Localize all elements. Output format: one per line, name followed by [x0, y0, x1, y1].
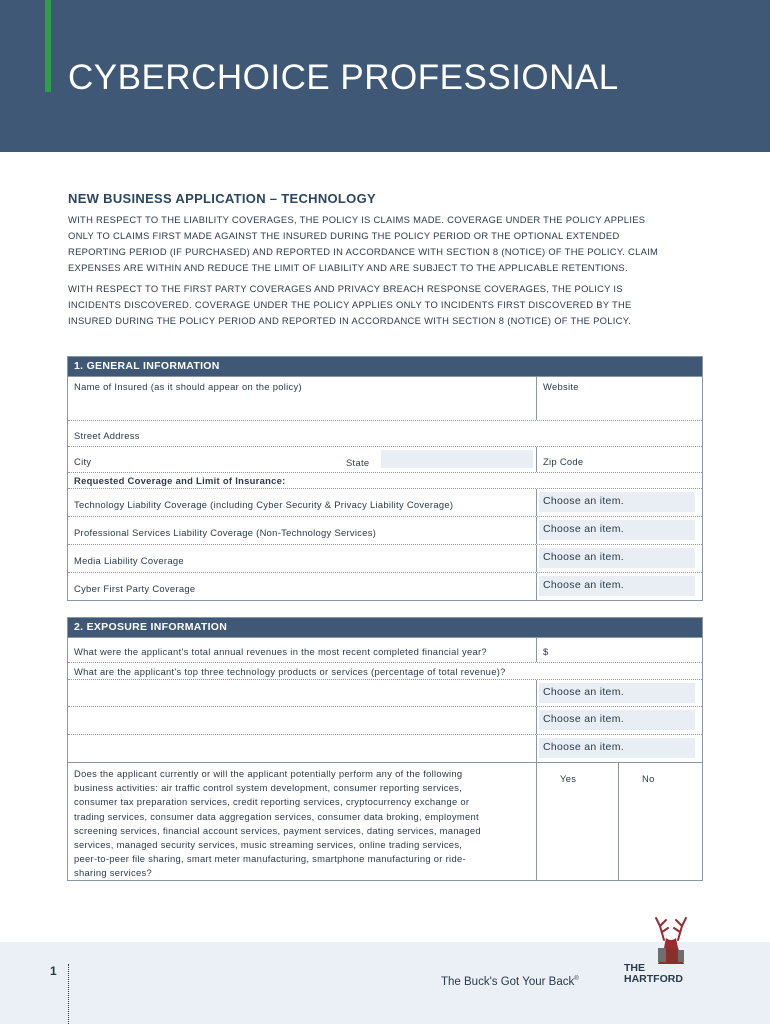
coverage-label: Media Liability Coverage: [74, 555, 184, 566]
currency-symbol: $: [543, 646, 549, 657]
general-information-section: [67, 356, 703, 601]
accent-bar: [45, 0, 51, 92]
coverage-label: Technology Liability Coverage (including Cyber Security & Privacy Liability Coverage): [74, 499, 454, 510]
divider: [536, 707, 537, 734]
logo-line: THE: [624, 962, 645, 974]
question-line: consumer tax preparation services, credit reporting services, cryptocurrency exchange or: [74, 796, 470, 808]
divider: [536, 573, 537, 600]
divider: [618, 763, 619, 880]
coverage-heading-row: [68, 472, 702, 488]
insured-name-field[interactable]: [68, 377, 536, 420]
question-line: Does the applicant currently or will the applicant potentially perform any of the following: [74, 768, 463, 779]
logo-line: HARTFORD: [624, 973, 683, 985]
hartford-logo-text: [624, 963, 683, 985]
claims-made-paragraph: [68, 212, 708, 276]
exposure-information-section: [67, 617, 703, 881]
section-heading: 2. EXPOSURE INFORMATION: [68, 618, 702, 637]
coverage-limit-dropdown[interactable]: Choose an item.: [539, 492, 695, 512]
product-description-field[interactable]: [68, 707, 536, 734]
page-number: 1: [50, 964, 57, 978]
insured-name-label: Name of Insured (as it should appear on the policy): [74, 381, 302, 392]
divider: [536, 489, 537, 516]
paragraph-line: ONLY TO CLAIMS FIRST MADE AGAINST THE INSURED DURING THE POLICY PERIOD OR THE OPTIONAL EXTENDED: [68, 230, 620, 241]
tagline-text: The Buck's Got Your Back: [441, 976, 575, 988]
yes-option[interactable]: Yes: [560, 773, 577, 784]
street-address-label: Street Address: [74, 430, 140, 441]
insured-name-row: [68, 376, 702, 420]
document-title: CYBERCHOICE PROFESSIONAL: [68, 58, 619, 97]
street-row[interactable]: [68, 420, 702, 446]
registered-mark: ®: [574, 976, 579, 983]
paragraph-line: REPORTING PERIOD (IF PURCHASED) AND REPORTED IN ACCORDANCE WITH SECTION 8 (NOTICE) OF THE POLICY. CLAIM: [68, 246, 659, 257]
state-select[interactable]: [381, 450, 533, 468]
incidents-paragraph: [68, 281, 708, 329]
product-description-field[interactable]: [68, 735, 536, 762]
coverage-row: [68, 544, 702, 572]
coverage-label: Cyber First Party Coverage: [74, 583, 196, 594]
city-row: [68, 446, 702, 472]
question-line: screening services, financial account services, payment services, dating services, managed: [74, 824, 481, 836]
divider: [536, 735, 537, 762]
divider: [536, 517, 537, 544]
zip-code-label: Zip Code: [543, 456, 584, 467]
coverage-limit-dropdown[interactable]: Choose an item.: [539, 548, 695, 568]
website-field[interactable]: [537, 377, 702, 420]
products-question-row: [68, 662, 702, 679]
website-label: Website: [543, 381, 579, 392]
coverage-row: [68, 488, 702, 516]
paragraph-line: WITH RESPECT TO THE LIABILITY COVERAGES, THE POLICY IS CLAIMS MADE. COVERAGE UNDER THE POLICY APPLIES: [68, 214, 646, 225]
tagline: [441, 976, 579, 988]
divider: [536, 763, 537, 880]
question-line: trading services, consumer data aggregation services, consumer data broking, employment: [74, 810, 479, 822]
divider: [536, 680, 537, 706]
no-option[interactable]: No: [642, 773, 655, 784]
question-line: peer-to-peer file sharing, smart meter manufacturing, smartphone manufacturing or ride-: [74, 853, 466, 865]
product-row: [68, 734, 702, 762]
activities-row: [68, 762, 702, 880]
state-label: State: [346, 457, 370, 468]
product-description-field[interactable]: [68, 680, 536, 706]
products-question: What are the applicant's top three technology products or services (percentage of total revenue)?: [74, 666, 506, 677]
revenue-row: [68, 637, 702, 662]
coverage-label: Professional Services Liability Coverage (Non-Technology Services): [74, 527, 377, 538]
coverage-heading: Requested Coverage and Limit of Insurance:: [74, 475, 286, 486]
city-label: City: [74, 456, 92, 467]
divider: [536, 545, 537, 572]
page-divider: [68, 964, 69, 1024]
coverage-limit-dropdown[interactable]: Choose an item.: [539, 576, 695, 596]
revenue-question: What were the applicant's total annual revenues in the most recent completed financial year?: [74, 646, 487, 657]
question-line: services, managed security services, music streaming services, online trading services,: [74, 839, 463, 851]
section-heading: 1. GENERAL INFORMATION: [68, 357, 702, 376]
revenue-input[interactable]: [537, 638, 702, 662]
product-row: [68, 706, 702, 734]
product-percentage-dropdown[interactable]: Choose an item.: [539, 710, 695, 730]
zip-code-field[interactable]: [537, 447, 702, 472]
question-line: business activities: air traffic control system development, consumer reporting services,: [74, 782, 463, 794]
coverage-limit-dropdown[interactable]: Choose an item.: [539, 520, 695, 540]
product-percentage-dropdown[interactable]: Choose an item.: [539, 738, 695, 758]
paragraph-line: WITH RESPECT TO THE FIRST PARTY COVERAGES AND PRIVACY BREACH RESPONSE COVERAGES, THE POLICY IS: [68, 283, 623, 294]
coverage-row: [68, 572, 702, 600]
activities-question: [74, 767, 481, 881]
paragraph-line: EXPENSES ARE WITHIN AND REDUCE THE LIMIT OF LIABILITY AND ARE SUBJECT TO THE APPLICABLE RETENTIONS.: [68, 262, 628, 273]
paragraph-line: INCIDENTS DISCOVERED. COVERAGE UNDER THE POLICY APPLIES ONLY TO INCIDENTS FIRST DISCOVERED BY THE: [68, 299, 632, 310]
coverage-row: [68, 516, 702, 544]
paragraph-line: INSURED DURING THE POLICY PERIOD AND REPORTED IN ACCORDANCE WITH SECTION 8 (NOTICE) OF THE POLICY.: [68, 315, 631, 326]
product-row: [68, 679, 702, 706]
city-field[interactable]: [68, 447, 338, 472]
application-heading: NEW BUSINESS APPLICATION – TECHNOLOGY: [68, 191, 376, 206]
question-line: sharing services?: [74, 867, 153, 879]
header-banner: [0, 0, 770, 152]
product-percentage-dropdown[interactable]: Choose an item.: [539, 683, 695, 703]
